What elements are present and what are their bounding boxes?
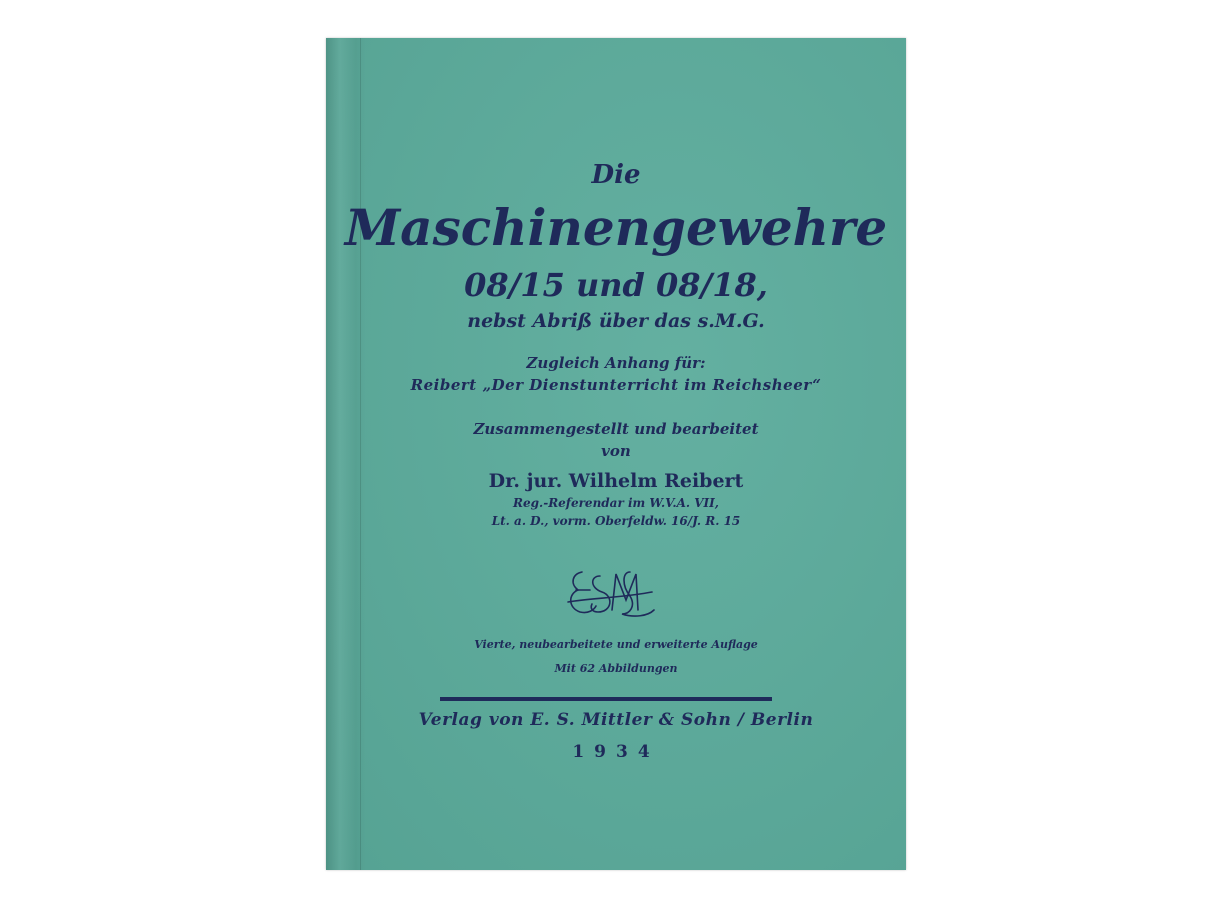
book-cover [326,38,906,870]
appendix-title: Reibert „Der Dienstunterricht im Reichsheer“ [410,376,822,394]
title-article: Die [591,160,641,190]
publisher-monogram-icon [560,562,660,622]
author-rank-2: Lt. a. D., vorm. Oberfeldw. 16/J. R. 15 [491,514,741,528]
author-name: Dr. jur. Wilhelm Reibert [488,470,744,492]
illustrations-note: Mit 62 Abbildungen [554,662,678,675]
publication-year: 1934 [572,742,660,762]
author-rank-1: Reg.-Referendar im W.V.A. VII, [513,496,719,510]
model-numbers: 08/15 und 08/18, [464,266,768,304]
divider-rule [440,697,772,701]
edition-note: Vierte, neubearbeitete und erweiterte Auflage [474,638,758,651]
book-title: Maschinengewehre [344,198,888,257]
appendix-intro: Zugleich Anhang für: [526,354,706,372]
subtitle: nebst Abriß über das s.M.G. [467,310,765,332]
by-line: von [601,442,631,460]
compiled-line: Zusammengestellt und bearbeitet [473,420,759,438]
publisher-line: Verlag von E. S. Mittler & Sohn / Berlin [418,710,814,730]
